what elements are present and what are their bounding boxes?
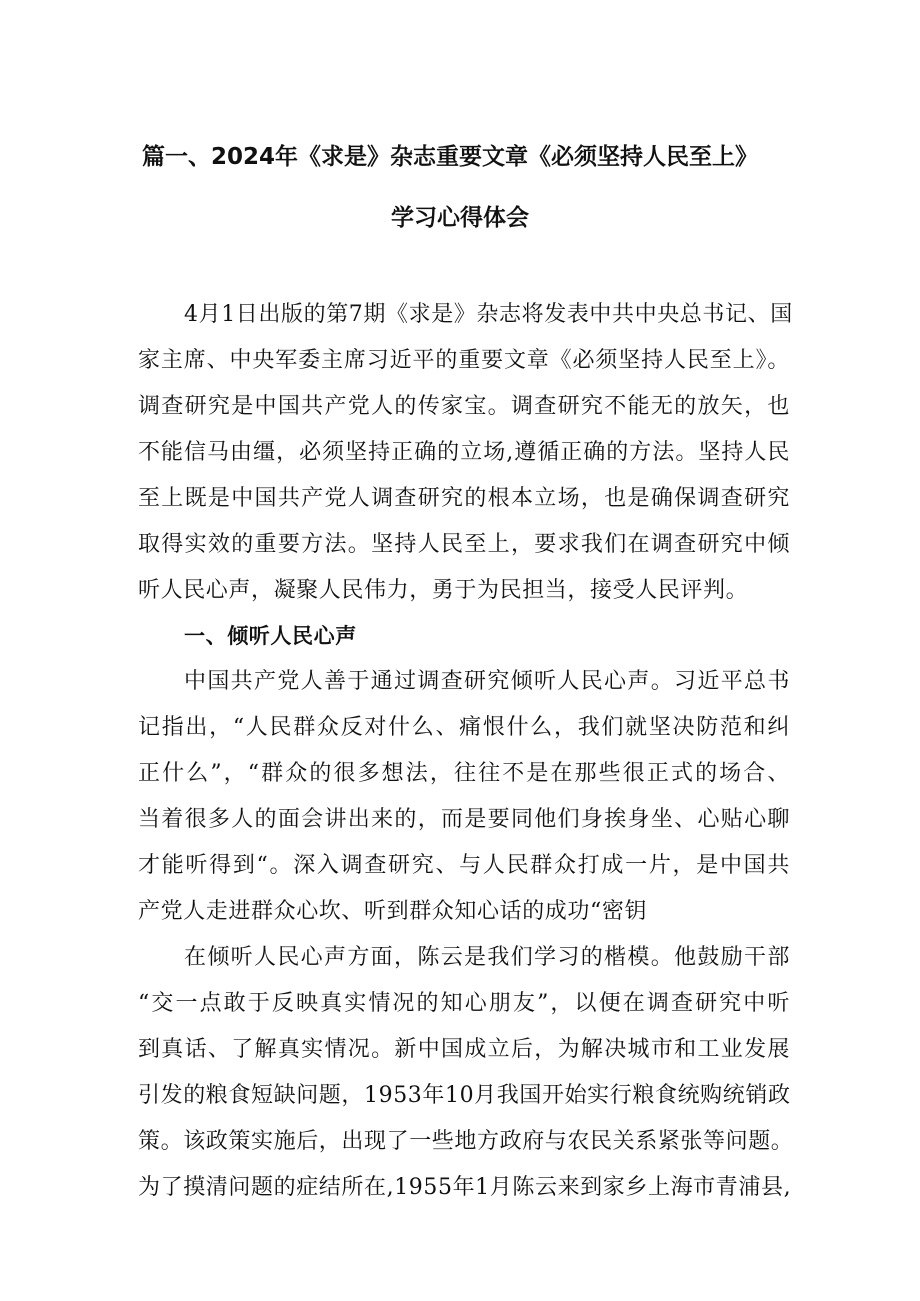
paragraph-line: 当着很多人的面会讲出来的，而是要同他们身挨身坐、心贴心聊: [138, 807, 790, 832]
paragraph-line: 中国共产党人善于通过调查研究倾听人民心声。习近平总书: [184, 669, 790, 694]
paragraph-line: 听人民心声，凝聚人民伟力，勇于为民担当，接受人民评判。: [138, 578, 749, 603]
paragraph-line: 记指出，“人民群众反对什么、痛恨什么，我们就坚决防范和纠: [138, 715, 790, 740]
paragraph-line: “交一点敢于反映真实情况的知心朋友”，以便在调查研究中听: [138, 991, 790, 1016]
paragraph-line: 引发的粮食短缺问题，1953年10月我国开始实行粮食统购统销政: [138, 1083, 791, 1108]
document-title-line-1: 篇一、2024年《求是》杂志重要文章《必须坚持人民至上》: [141, 144, 758, 170]
paragraph-line: 为了摸清问题的症结所在,1955年1月陈云来到家乡上海市青浦县,: [138, 1175, 792, 1200]
paragraph-line: 策。该政策实施后，出现了一些地方政府与农民关系紧张等问题。: [138, 1129, 794, 1154]
paragraph-line: 产党人走进群众心坎、听到群众知心话的成功“密钥: [138, 899, 648, 924]
paragraph-line: 调查研究是中国共产党人的传家宝。调查研究不能无的放矢，也: [138, 394, 790, 419]
paragraph-line: 才能听得到“。深入调查研究、与人民群众打成一片，是中国共: [138, 853, 790, 878]
paragraph-line: 不能信马由缰，必须坚持正确的立场,遵循正确的方法。坚持人民: [138, 440, 790, 465]
paragraph-line: 至上既是中国共产党人调查研究的根本立场，也是确保调查研究: [138, 486, 790, 511]
document-title-line-2: 学习心得体会: [391, 205, 529, 231]
document-body: [138, 0, 794, 1301]
paragraph-line: 取得实效的重要方法。坚持人民至上，要求我们在调查研究中倾: [138, 532, 790, 557]
paragraph-line: 到真话、了解真实情况。新中国成立后，为解决城市和工业发展: [138, 1037, 790, 1062]
section-heading-1: 一、倾听人民心声: [184, 624, 357, 648]
paragraph-line: 正什么”，“群众的很多想法，往往不是在那些很正式的场合、: [138, 761, 790, 786]
paragraph-line: 4月1日出版的第7期《求是》杂志将发表中共中央总书记、国: [184, 302, 793, 327]
paragraph-line: 家主席、中央军委主席习近平的重要文章《必须坚持人民至上》。: [138, 348, 790, 373]
paragraph-line: 在倾听人民心声方面，陈云是我们学习的楷模。他鼓励干部: [184, 945, 790, 970]
